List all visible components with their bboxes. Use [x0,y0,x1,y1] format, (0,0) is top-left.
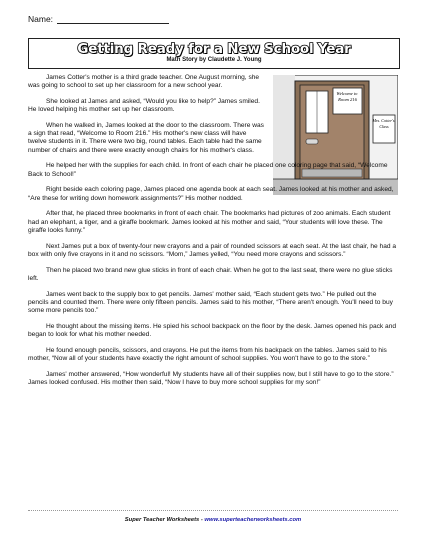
title-box [28,38,400,69]
footer-divider [28,510,398,511]
footer-brand: Super Teacher Worksheets [124,517,200,523]
story-paragraph: He found enough pencils, scissors, and crayons. He put the items from his backpack on the tables. James said to his mother, “Now all of your students have exactly the right amount of school supplies. You won't have to go to the store.” [28,346,387,363]
story-paragraph: James went back to the supply box to get pencils. James' mother said, “Each student gets two.” He pulled out the pencils and counted them. There were only fifteen pencils. James said to his mother, “There aren't enough. You'll need to buy some more pencils too.” [28,290,393,315]
story-paragraph: After that, he placed three bookmarks in front of each chair. The bookmarks had pictures of zoo animals. Each student had an elephant, a tiger, and a giraffe bookmark. James looked at his mother and said, “Your students will love these. The giraffe looks funny.” [28,210,391,234]
footer-separator: - [200,517,203,523]
name-row [28,14,169,24]
story-paragraph: Then he placed two brand new glue sticks in front of each chair. When he got to the last seat, there were no glue sticks left. [28,266,393,282]
story-paragraph: Next James put a box of twenty-four new crayons and a pair of rounded scissors at each seat. At the last chair, he had a box with only five crayons in it and no scissors. “Mom,” James yelled, “You need more crayons and scissors.” [28,242,397,258]
footer [28,517,398,523]
story-paragraph: James Cotter's mother is a third grade teacher. One August morning, she was going to school to set up her classroom for a new school year. [28,74,260,90]
story-paragraph: He thought about the missing items. He spied his school backpack on the floor by the desk. James opened his pack and began to look for what his mother needed. [28,322,397,339]
footer-site-link[interactable]: www.superteacherworksheets.com [204,517,302,523]
name-field[interactable] [57,15,169,24]
story-paragraph: She looked at James and asked, “Would you like to help?” James smiled. He loved helping his mother set up her classroom. [28,98,260,114]
story-paragraph: James' mother answered, “How wonderful! My students have all of their supplies now, but I still have to go to the store.” James looked confused. His mother then said, “Now I have to buy more school supplies for my son!” [28,370,394,387]
page-title: Getting Ready for a New School Year [77,41,351,57]
welcome-sign-text: Welcome to Room 216 [336,91,358,102]
story-paragraph: When he walked in, James looked at the door to the classroom. There was a sign that read, “Welcome to Room 216.” His mother's new class will have twelve students in it. There were two big, round tables. Each table had the same number of chairs and there were exactly enough chairs for his mother's class. [28,122,264,154]
story-body [28,74,398,395]
story-paragraph: Right beside each coloring page, James placed one agenda book at each seat. James looked at his mother and asked, “Are these for writing down homework assignments?” His mother nodded. [28,186,394,202]
class-nameplate-text: Mrs. Cotter's Class [372,118,395,129]
story-paragraph: He helped her with the supplies for each child. In front of each chair he placed one coloring page that said, “Welcome Back to School!” [28,162,388,178]
byline: Math Story by Claudette J. Young [166,57,262,63]
name-label: Name: [28,14,54,24]
